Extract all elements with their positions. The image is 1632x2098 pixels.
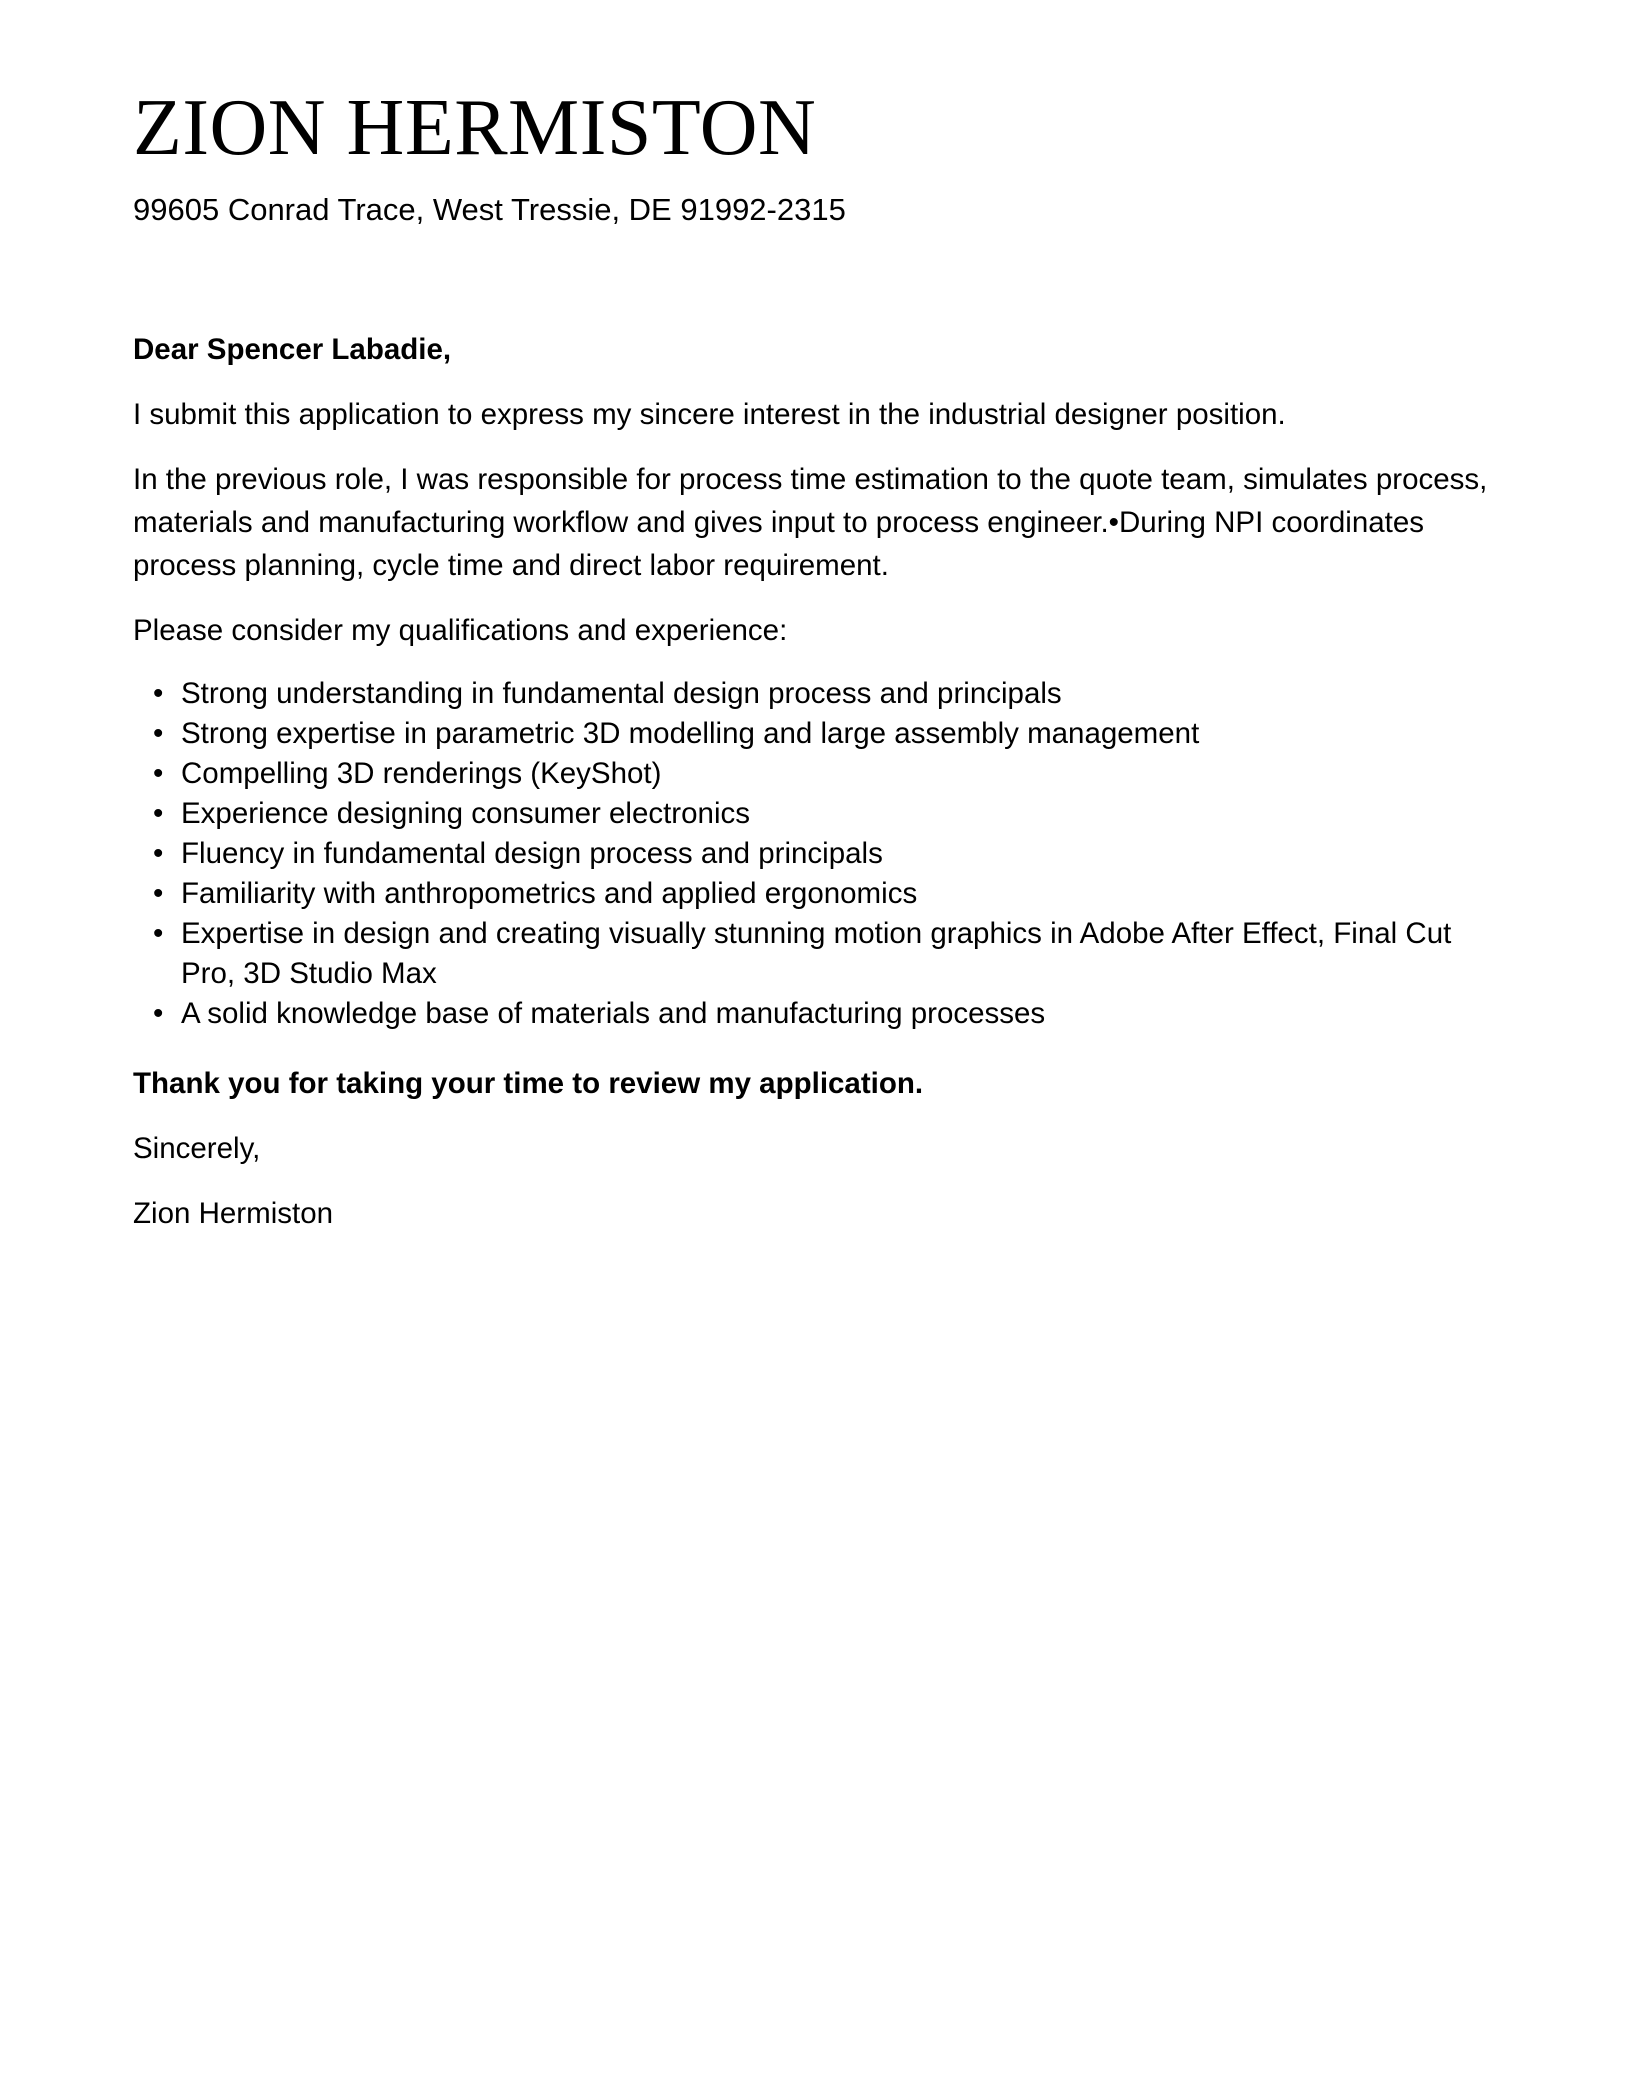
signature: Zion Hermiston — [133, 1197, 334, 1230]
bullet-icon: • — [153, 717, 164, 750]
list-item — [153, 874, 1503, 914]
list-item-text: Strong expertise in parametric 3D modelling and large assembly management — [181, 717, 1200, 750]
list-item — [153, 714, 1503, 754]
list-item-text: Fluency in fundamental design process and principals — [181, 837, 883, 870]
list-item — [153, 994, 1503, 1034]
list-item — [153, 794, 1503, 834]
qualifications-intro: Please consider my qualifications and experience: — [133, 614, 788, 647]
closing-line: Thank you for taking your time to review my application. — [133, 1067, 924, 1100]
bullet-icon: • — [153, 677, 164, 710]
bullet-icon: • — [153, 997, 164, 1030]
salutation: Dear Spencer Labadie, — [133, 333, 452, 366]
list-item-text: A solid knowledge base of materials and manufacturing processes — [181, 997, 1046, 1030]
list-item — [153, 834, 1503, 874]
experience-paragraph: In the previous role, I was responsible for process time estimation to the quote team, simulates process, materials and manufacturing workflow and gives input to process engineer.•During NPI coordinates process planning, cycle time and direct labor requirement. — [133, 463, 1488, 582]
bullet-icon: • — [153, 877, 164, 910]
applicant-address: 99605 Conrad Trace, West Tressie, DE 91992-2315 — [133, 192, 846, 227]
list-item-text: Experience designing consumer electronics — [181, 797, 750, 830]
applicant-name: ZION HERMISTON — [133, 84, 817, 172]
intro-paragraph: I submit this application to express my sincere interest in the industrial designer position. — [133, 398, 1286, 431]
list-item — [153, 674, 1503, 714]
bullet-icon: • — [153, 797, 164, 830]
qualifications-list — [133, 674, 1503, 1034]
bullet-icon: • — [153, 917, 164, 950]
list-item-text: Compelling 3D renderings (KeyShot) — [181, 757, 662, 790]
list-item — [153, 914, 1503, 994]
signoff: Sincerely, — [133, 1132, 261, 1165]
list-item-text: Familiarity with anthropometrics and applied ergonomics — [181, 877, 918, 910]
list-item — [153, 754, 1503, 794]
list-item-text: Expertise in design and creating visually stunning motion graphics in Adobe After Effect, Final Cut Pro, 3D Studio Max — [181, 917, 1452, 990]
bullet-icon: • — [153, 837, 164, 870]
list-item-text: Strong understanding in fundamental design process and principals — [181, 677, 1062, 710]
letter-body — [133, 328, 1503, 1257]
bullet-icon: • — [153, 757, 164, 790]
